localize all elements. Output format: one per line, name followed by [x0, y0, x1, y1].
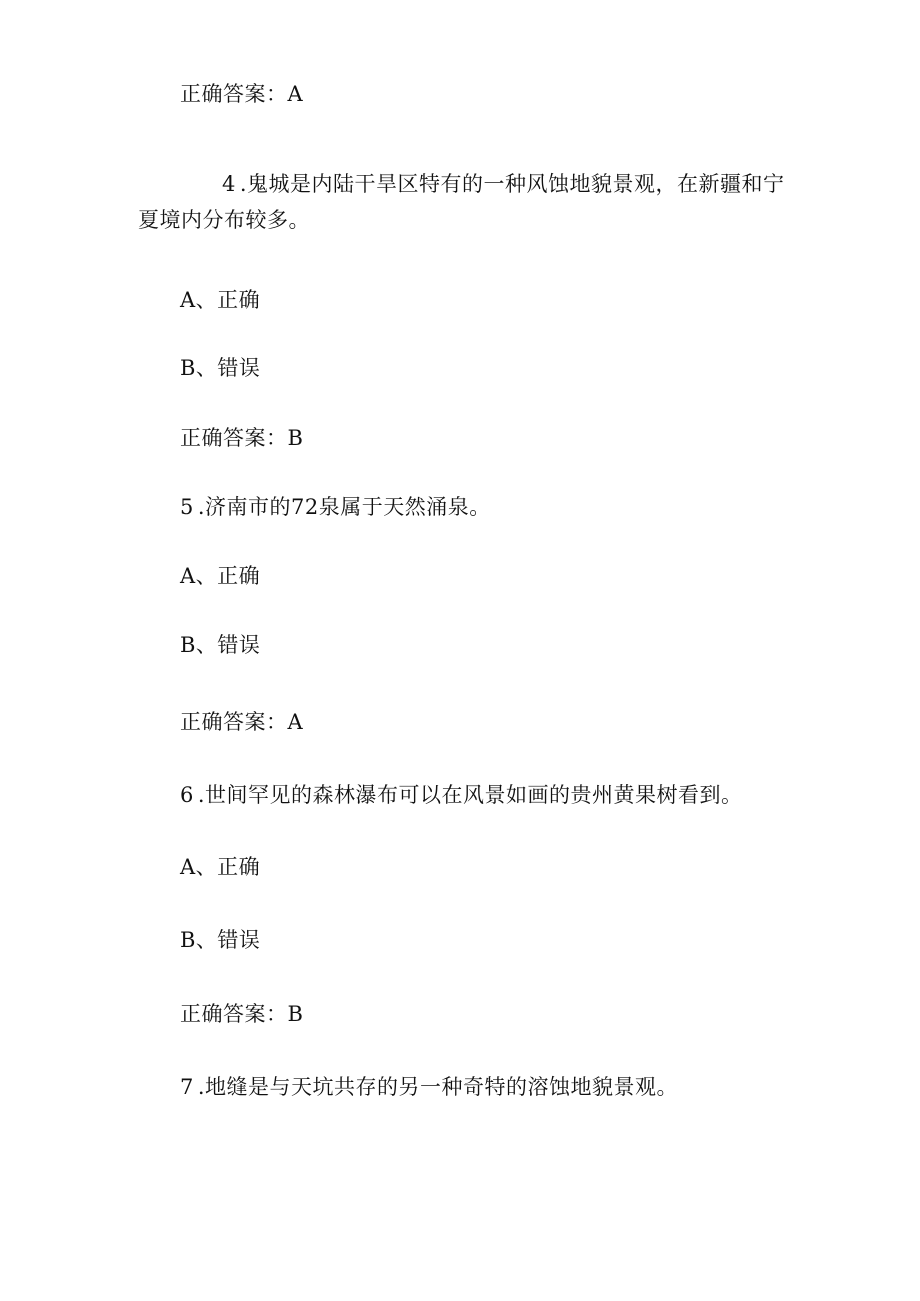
question-text: .济南市的72泉属于天然涌泉。	[197, 495, 491, 519]
question-6	[180, 777, 743, 813]
answer-value: B	[287, 426, 304, 450]
answer-line	[180, 996, 303, 1032]
answer-value: A	[287, 710, 304, 734]
answer-label: 正确答案：	[180, 710, 288, 734]
question-number: 6	[180, 783, 194, 807]
question-number: 7	[180, 1075, 194, 1099]
answer-line	[180, 76, 303, 112]
option-a	[180, 558, 260, 594]
question-number: 5	[180, 495, 194, 519]
option-b	[180, 922, 260, 958]
option-a	[180, 849, 260, 885]
option-label: B、错误	[180, 633, 261, 657]
answer-label: 正确答案：	[180, 1002, 288, 1026]
answer-label: 正确答案：	[180, 426, 288, 450]
answer-line	[180, 420, 303, 456]
option-label: A、正确	[180, 288, 261, 312]
question-text: .地缝是与天坑共存的另一种奇特的溶蚀地貌景观。	[197, 1075, 679, 1099]
option-label: A、正确	[180, 564, 261, 588]
option-label: B、错误	[180, 928, 261, 952]
option-a	[180, 282, 260, 318]
option-b	[180, 627, 260, 663]
answer-value: B	[287, 1002, 304, 1026]
question-number: 4	[222, 172, 236, 196]
answer-line	[180, 704, 303, 740]
option-label: B、错误	[180, 356, 261, 380]
question-5	[180, 489, 491, 525]
question-text: .世间罕见的森林瀑布可以在风景如画的贵州黄果树看到。	[197, 783, 743, 807]
answer-value: A	[287, 82, 304, 106]
option-b	[180, 350, 260, 386]
question-text: .鬼城是内陆干旱区特有的一种风蚀地貌景观，在新疆和宁夏境内分布较多。	[138, 172, 785, 232]
answer-label: 正确答案：	[180, 82, 288, 106]
option-label: A、正确	[180, 855, 261, 879]
question-4	[138, 166, 798, 238]
question-7	[180, 1069, 678, 1105]
